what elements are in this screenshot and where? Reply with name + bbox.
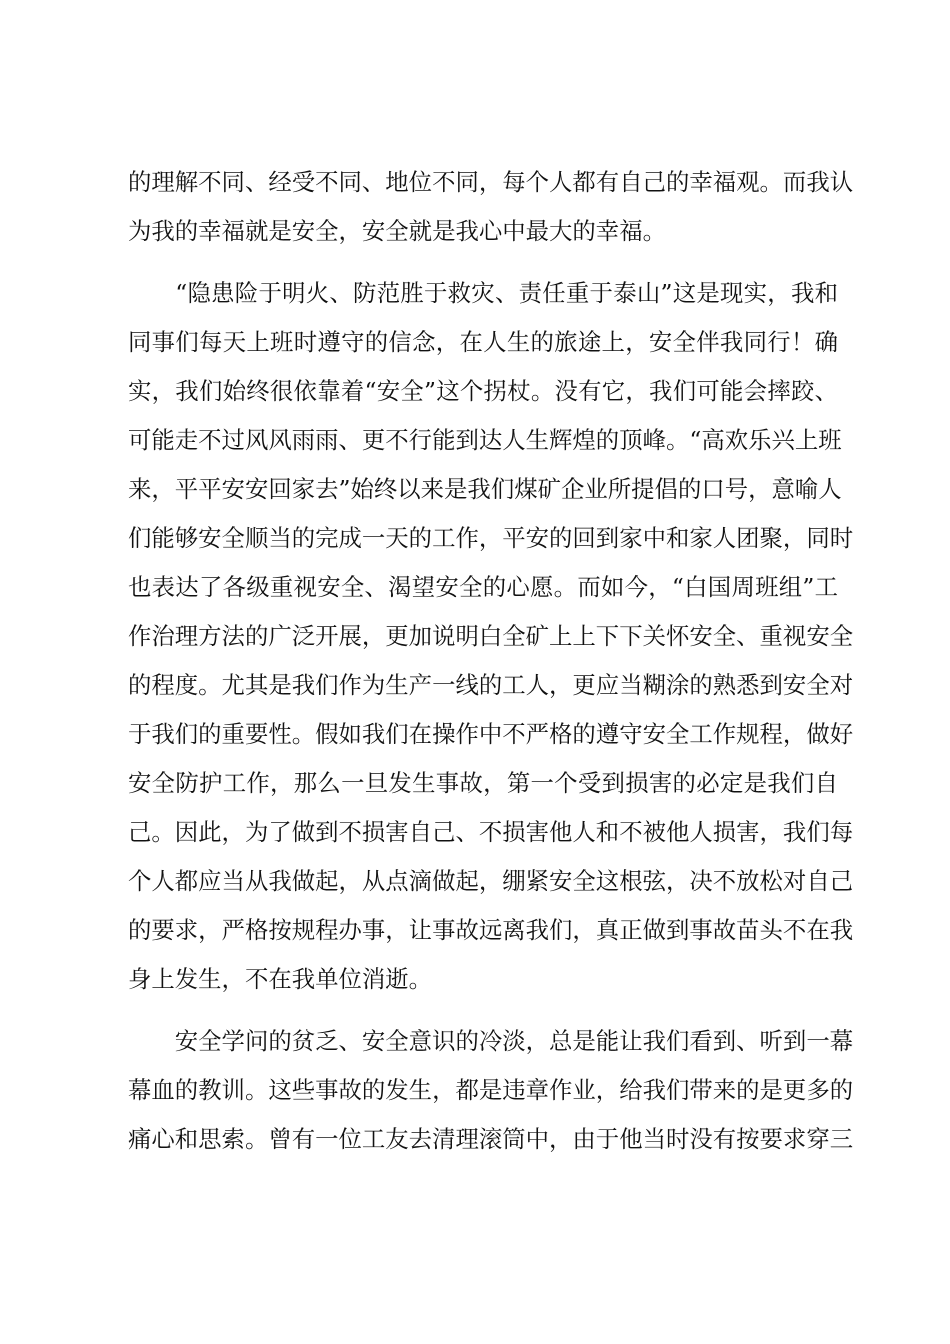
paragraph: [128, 158, 854, 256]
text-line: 幕血的教训。这些事故的发生，都是违章作业，给我们带来的是更多的: [128, 1076, 854, 1104]
text-line: 们能够安全顺当的完成一天的工作，平安的回到家中和家人团聚，同时: [128, 524, 854, 552]
text-line: 安全学问的贫乏、安全意识的冷淡，总是能让我们看到、听到一幕: [128, 1027, 854, 1055]
text-line: 也表达了各级重视安全、渴望安全的心愿。而如今，“白国周班组”工: [128, 573, 838, 601]
text-line: 痛心和思索。曾有一位工友去清理滚筒中，由于他当时没有按要求穿三: [128, 1125, 854, 1153]
paragraph: [128, 269, 854, 1004]
text-line: 的要求，严格按规程办事，让事故远离我们，真正做到事故苗头不在我: [128, 916, 854, 944]
text-line: 来，平平安安回家去”始终以来是我们煤矿企业所提倡的口号，意喻人: [128, 475, 842, 503]
text-line: 安全防护工作，那么一旦发生事故，第一个受到损害的必定是我们自: [128, 769, 838, 797]
text-line: 身上发生，不在我单位消逝。: [128, 965, 433, 993]
text-line: “隐患险于明火、防范胜于救灾、责任重于泰山”这是现实，我和: [128, 279, 838, 307]
body-text: [128, 158, 854, 1164]
text-line: 于我们的重要性。假如我们在操作中不严格的遵守安全工作规程，做好: [128, 720, 854, 748]
text-line: 同事们每天上班时遵守的信念，在人生的旅途上，安全伴我同行！确: [128, 328, 838, 356]
text-line: 可能走不过风风雨雨、更不行能到达人生辉煌的顶峰。“高欢乐兴上班: [128, 426, 842, 454]
text-line: 作治理方法的广泛开展，更加说明白全矿上上下下关怀安全、重视安全: [128, 622, 854, 650]
text-line: 的程度。尤其是我们作为生产一线的工人，更应当糊涂的熟悉到安全对: [128, 671, 854, 699]
paragraph: [128, 1017, 854, 1164]
text-line: 己。因此，为了做到不损害自己、不损害他人和不被他人损害，我们每: [128, 818, 854, 846]
text-line: 为我的幸福就是安全，安全就是我心中最大的幸福。: [128, 217, 666, 245]
text-line: 的理解不同、经受不同、地位不同，每个人都有自己的幸福观。而我认: [128, 168, 854, 196]
text-line: 实，我们始终很依靠着“安全”这个拐杖。没有它，我们可能会摔跤、: [128, 377, 838, 405]
text-line: 个人都应当从我做起，从点滴做起，绷紧安全这根弦，决不放松对自己: [128, 867, 854, 895]
